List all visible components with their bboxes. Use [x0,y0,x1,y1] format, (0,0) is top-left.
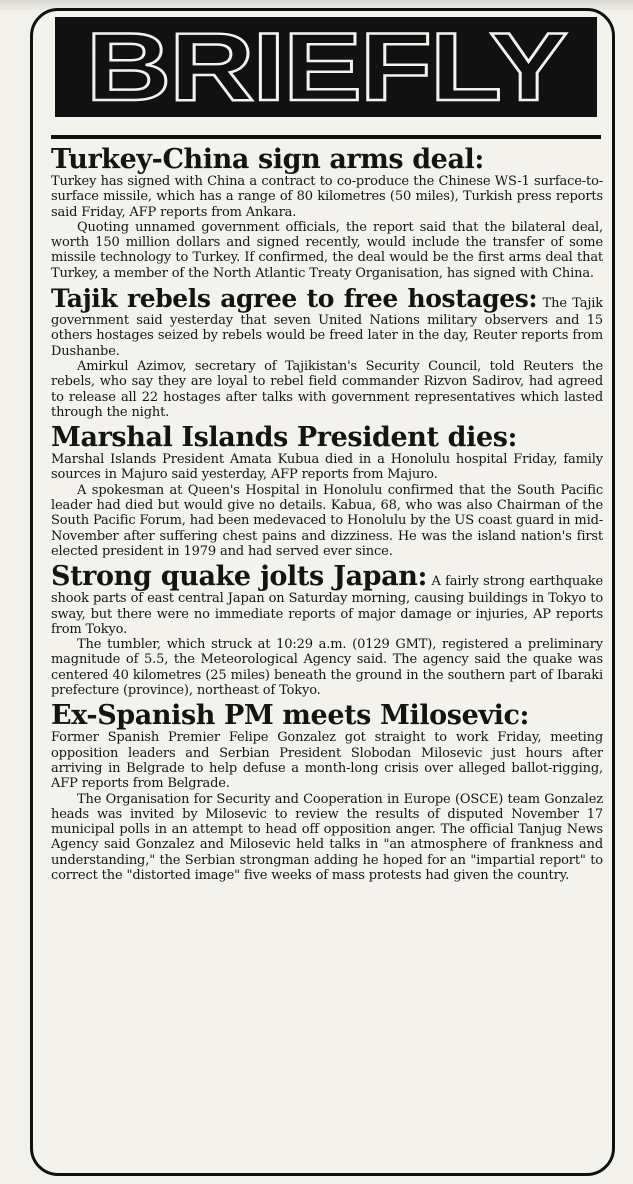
story-lead: The Tajik government said yesterday that seven United Nations military observers and 15 others hostages seized by rebels would be freed later in the day, Reuter reports from Dushanbe. [51,296,603,359]
story-paragraph: Former Spanish Premier Felipe Gonzalez got straight to work Friday, meeting opposition leaders and Serbian President Slobodan Milosevic just hours after arriving in Belgrade to help defuse a month-long crisis over alleged ballot-rigging, AFP reports from Belgrade. [51,730,603,792]
story-paragraph: The Organisation for Security and Cooperation in Europe (OSCE) team Gonzalez heads was invited by Milosevic to review the results of disputed November 17 municipal polls in an attempt to head off opposition anger. The official Tanjug News Agency said Gonzalez and Milosevic held talks in "an atmosphere of frankness and understanding," the Serbian strongman adding he hoped for an "impartial report" to correct the "distorted image" five weeks of mass protests had given the country. [51,791,603,883]
story-turkey-china [51,145,603,281]
masthead [55,17,597,117]
stories-column [51,145,603,1167]
story-spanish-pm [51,701,603,883]
story-lead-block [51,562,603,637]
story-paragraph: The tumbler, which struck at 10:29 a.m. (0129 GMT), registered a preliminary magnitude of 5.5, the Meteorological Agency said. The agency said the quake was centered 40 kilometres (25 miles) beneath the ground in the southern part of Ibaraki prefecture (province), northeast of Tokyo. [51,637,603,699]
story-paragraph: Quoting unnamed government officials, the report said that the bilateral deal, worth 150 million dollars and signed recently, would include the transfer of some missile technology to Turkey. If confirmed, the deal would be the first arms deal that Turkey, a member of the North Atlantic Treaty Organisation, has signed with China. [51,219,603,281]
story-paragraph: Turkey has signed with China a contract to co-produce the Chinese WS-1 surface-to-surface missile, which has a range of 80 kilometres (50 miles), Turkish press reports said Friday, AFP reports from Ankara. [51,174,603,220]
story-headline: Strong quake jolts Japan: [51,561,428,593]
story-paragraph: A spokesman at Queen's Hospital in Honolulu confirmed that the South Pacific leader had died but would give no details. Kabua, 68, who was also Chairman of the South Pacific Forum, had been medevaced to Honolulu by the US coast guard in mid-November after suffering chest pains and dizziness. He was the island nation's first elected president in 1979 and had served ever since. [51,482,603,559]
story-lead-block [51,284,603,359]
story-paragraph: Amirkul Azimov, secretary of Tajikistan's Security Council, told Reuters the rebels, who say they are loyal to rebel field commander Rizvon Sadirov, had agreed to release all 22 hostages after talks with government representatives which lasted through the night. [51,358,603,420]
story-lead: A fairly strong earthquake shook parts of east central Japan on Saturday morning, causing buildings in Tokyo to sway, but there were no immediate reports of major damage or injuries, AP reports from Tokyo. [51,574,603,637]
story-marshal-islands [51,423,603,559]
story-headline: Ex-Spanish PM meets Milosevic: [51,700,530,732]
story-japan-quake [51,562,603,698]
briefly-box [30,8,615,1176]
story-tajik-rebels [51,284,603,420]
story-headline: Marshal Islands President dies: [51,422,518,454]
story-paragraph: Marshal Islands President Amata Kubua died in a Honolulu hospital Friday, family sources in Majuro said yesterday, AFP reports from Majuro. [51,452,603,483]
masthead-title: BRIEFLY [86,17,566,117]
story-headline: Tajik rebels agree to free hostages: [51,284,538,314]
story-headline: Turkey-China sign arms deal: [51,145,484,175]
masthead-rule [51,135,601,139]
